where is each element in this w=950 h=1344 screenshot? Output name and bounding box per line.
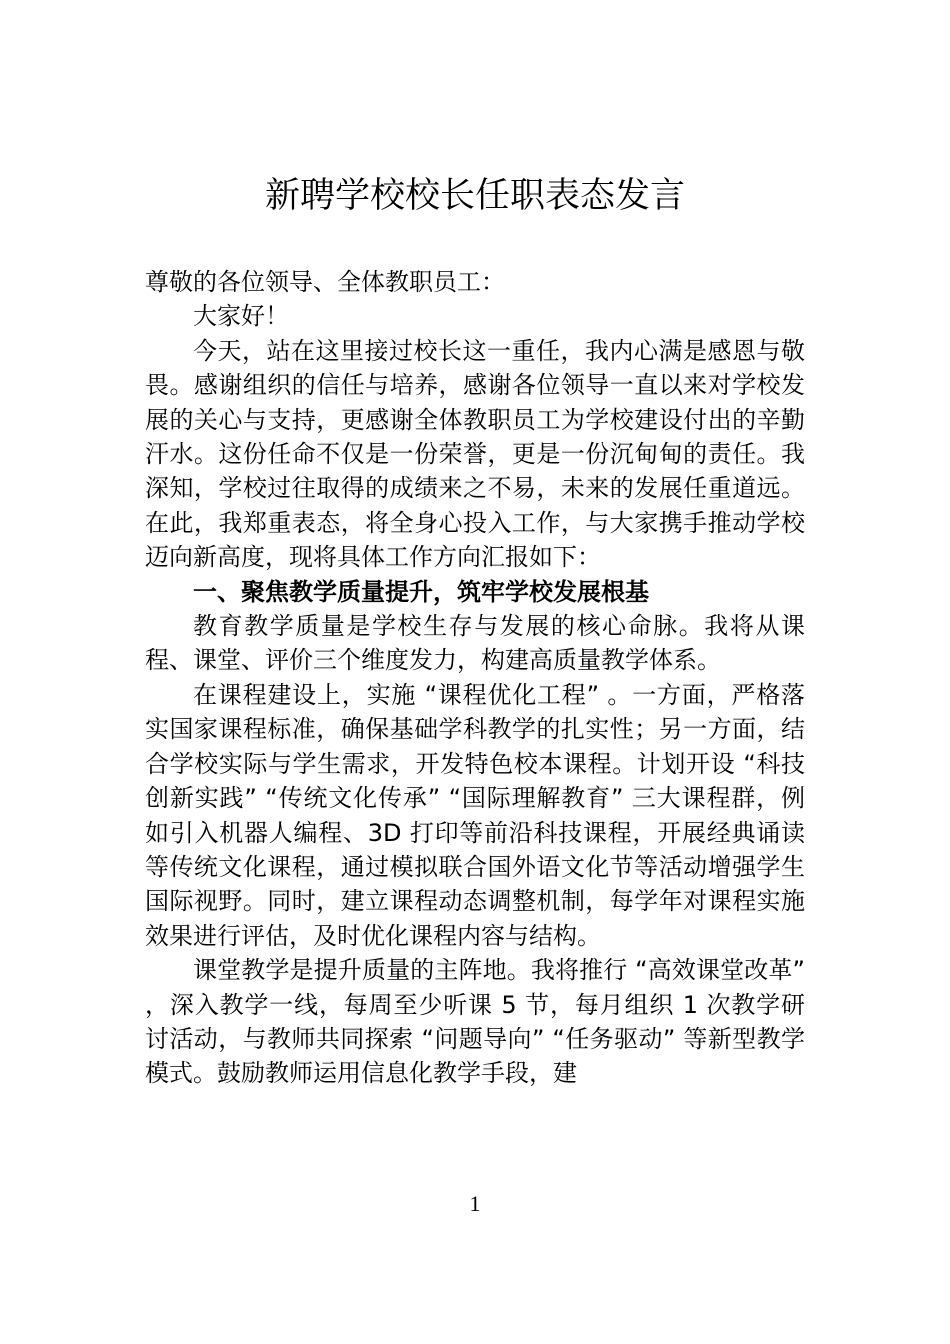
document-body xyxy=(145,265,805,1091)
section-heading: 一、聚焦教学质量提升，筑牢学校发展根基 xyxy=(193,577,649,606)
page-number: 1 xyxy=(469,1191,481,1216)
greeting: 大家好！ xyxy=(193,302,289,331)
intro-paragraph: 今天，站在这里接过校长这一重任，我内心满是感恩与敬畏。感谢组织的信任与培养，感谢各位领导一直以来对学校发展的关心与支持，更感谢全体教职员工为学校建设付出的辛勤汗水。这份任命不仅是一份荣誉，更是一份沉甸甸的责任。我深知，学校过往取得的成绩来之不易，未来的发展任重道远。在此，我郑重表态，将全身心投入工作，与大家携手推动学校迈向新高度，现将具体工作方向汇报如下： xyxy=(145,336,805,572)
section-paragraph: 在课程建设上，实施 “课程优化工程” 。一方面，严格落实国家课程标准，确保基础学科教学的扎实性；另一方面，结合学校实际与学生需求，开发特色校本课程。计划开设 “科技创新实践” “传统文化传承” “国际理解教育” 三大课程群，例如引入机器人编程、3D 打印等前沿科技课程，开展经典诵读等传统文化课程，通过模拟联合国外语文化节等活动增强学生国际视野。同时，建立课程动态调整机制，每学年对课程实施效果进行评估，及时优化课程内容与结构。 xyxy=(145,680,805,950)
section-paragraph: 教育教学质量是学校生存与发展的核心命脉。我将从课程、课堂、评价三个维度发力，构建高质量教学体系。 xyxy=(145,612,805,675)
salutation: 尊敬的各位领导、全体教职员工： xyxy=(145,268,505,296)
section-paragraph: 课堂教学是提升质量的主阵地。我将推行 “高效课堂改革” ，深入教学一线，每周至少听课 5 节，每月组织 1 次教学研讨活动，与教师共同探索 “问题导向” “任务驱动” 等新型教学模式。鼓励教师运用信息化教学手段，建 xyxy=(145,956,805,1088)
page-title: 新聘学校校长任职表态发言 xyxy=(264,176,685,216)
